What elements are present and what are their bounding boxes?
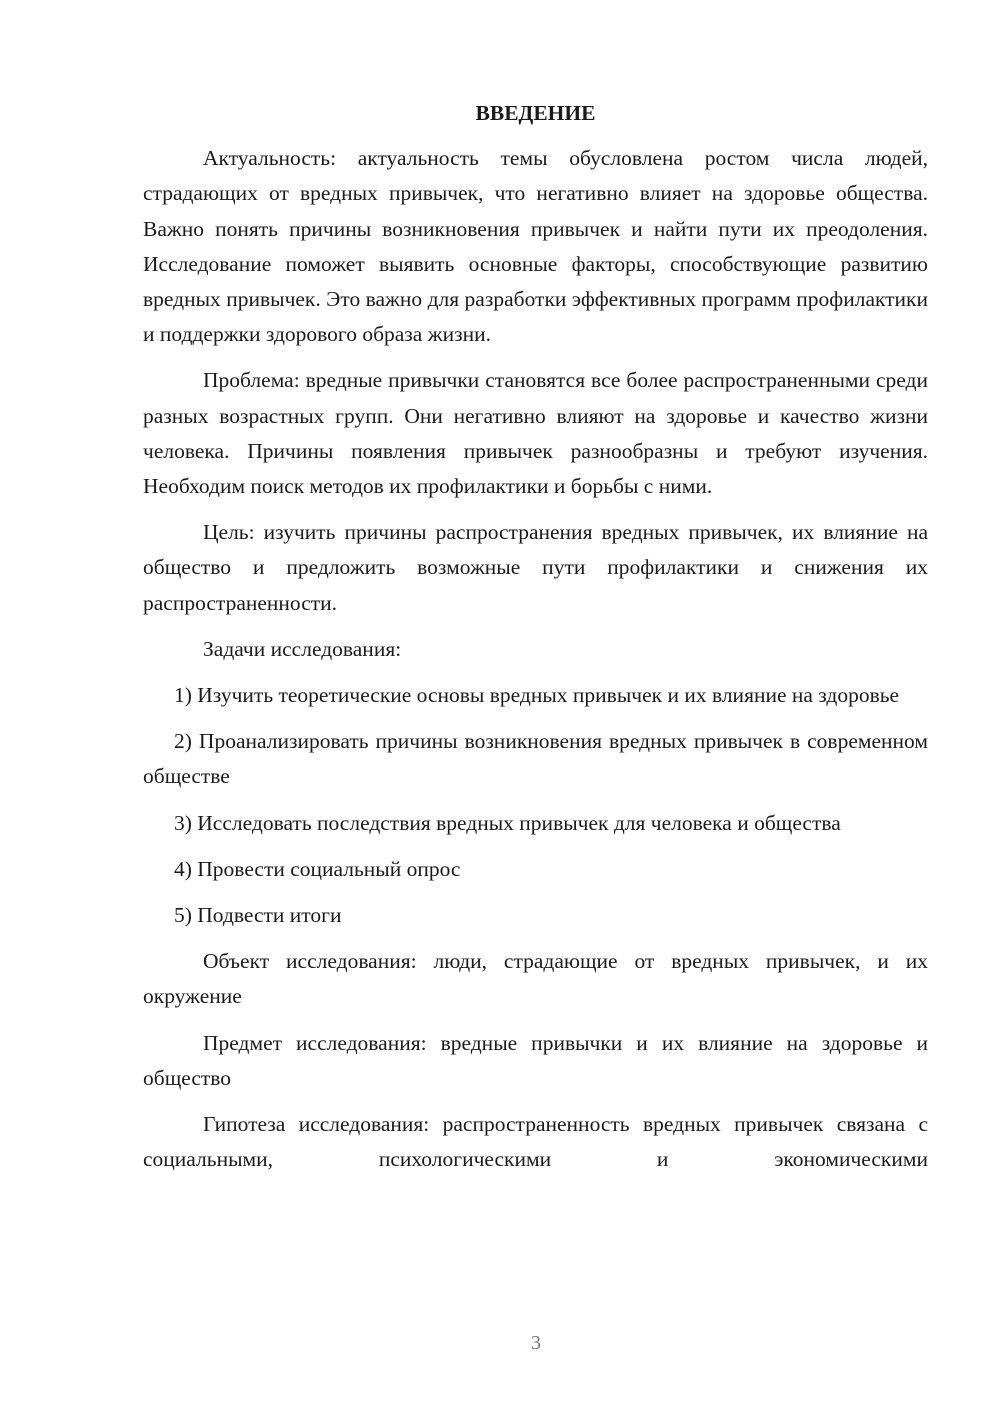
task-item-1: 1) Изучить теоретические основы вредных привычек и их влияние на здоровье: [174, 683, 900, 708]
section-title: ВВЕДЕНИЕ: [475, 101, 596, 125]
page-content: [143, 96, 928, 1177]
subject-paragraph: Предмет исследования: вредные привычки и их влияние на здоровье и общество: [143, 1030, 928, 1090]
task-item-2: 2) Проанализировать причины возникновения вредных привычек в современном обществе: [143, 729, 928, 789]
task-item-4: 4) Провести социальный опрос: [174, 856, 461, 881]
object-paragraph: Объект исследования: люди, страдающие от вредных привычек, и их окружение: [143, 949, 928, 1009]
problem-paragraph: Проблема: вредные привычки становятся все более распространенными среди разных возрастных групп. Они негативно влияют на здоровье и качество жизни человека. Причины появления привычек разнообразны и требуют изучения. Необходим поиск методов их профилактики и борьбы с ними.: [143, 368, 928, 499]
task-item-5: 5) Подвести итоги: [174, 903, 342, 928]
relevance-paragraph: Актуальность: актуальность темы обусловлена ростом числа людей, страдающих от вредных привычек, что негативно влияет на здоровье общества. Важно понять причины возникновения привычек и найти пути их преодоления. Исследование поможет выявить основные факторы, способствующие развитию вредных привычек. Это важно для разработки эффективных программ профилактики и поддержки здорового образа жизни.: [143, 146, 928, 347]
goal-paragraph: Цель: изучить причины распространения вредных привычек, их влияние на общество и предложить возможные пути профилактики и снижения их распространенности.: [143, 520, 928, 615]
tasks-heading: Задачи исследования:: [203, 636, 402, 661]
task-item-3: 3) Исследовать последствия вредных привычек для человека и общества: [174, 810, 841, 835]
hypothesis-paragraph: Гипотеза исследования: распространенность вредных привычек связана с социальными, психологическими и экономическими: [143, 1112, 928, 1172]
page-number: 3: [531, 1332, 541, 1354]
